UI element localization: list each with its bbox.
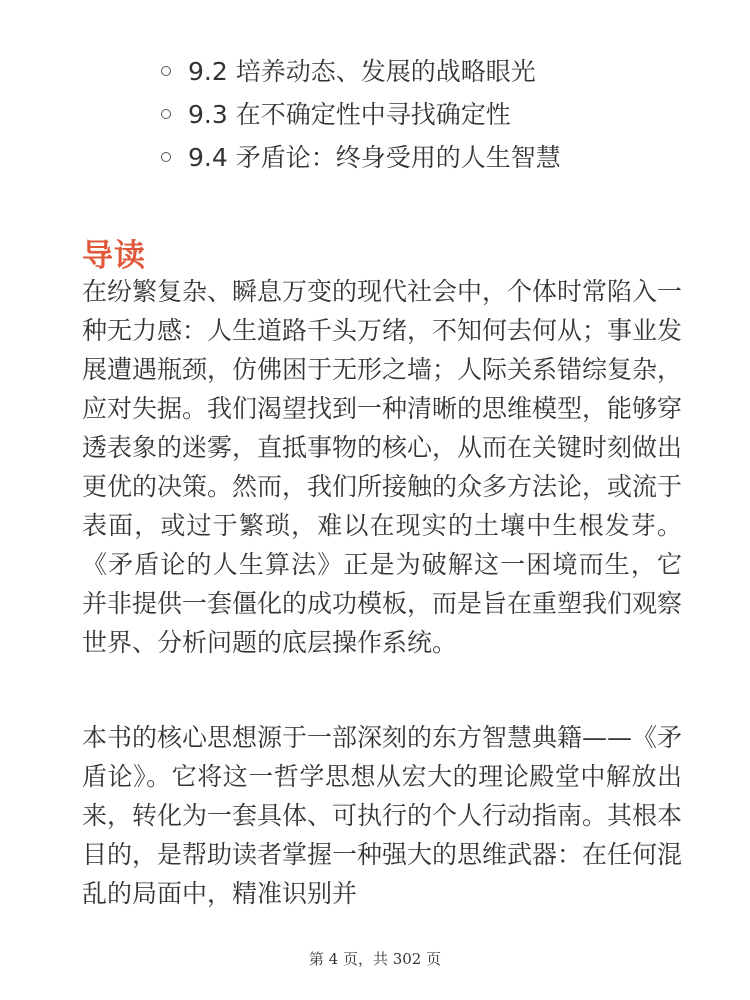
hollow-circle-bullet-icon bbox=[161, 66, 171, 76]
page-number-footer: 第 4 页，共 302 页 bbox=[308, 950, 442, 968]
hollow-circle-bullet-icon bbox=[161, 152, 171, 162]
toc-item-label: 9.3 在不确定性中寻找确定性 bbox=[188, 100, 511, 129]
body-paragraph: 在纷繁复杂、瞬息万变的现代社会中，个体时常陷入一种无力感：人生道路千头万绪，不知何去何从；事业发展遭遇瓶颈，仿佛困于无形之墙；人际关系错综复杂，应对失据。我们渴望找到一种清晰的思维模型，能够穿透表象的迷雾，直抵事物的核心，从而在关键时刻做出更优的决策。然而，我们所接触的众多方法论，或流于表面，或过于繁琐，难以在现实的土壤中生根发芽。《矛盾论的人生算法》正是为破解这一困境而生，它并非提供一套僵化的成功模板，而是旨在重塑我们观察世界、分析问题的底层操作系统。 bbox=[82, 277, 683, 657]
table-of-contents bbox=[0, 50, 750, 179]
toc-item[interactable] bbox=[0, 136, 750, 179]
toc-item[interactable] bbox=[0, 50, 750, 93]
section-heading: 导读 bbox=[82, 237, 146, 274]
toc-item-label: 9.4 矛盾论：终身受用的人生智慧 bbox=[188, 143, 561, 172]
hollow-circle-bullet-icon bbox=[161, 109, 171, 119]
toc-item-label: 9.2 培养动态、发展的战略眼光 bbox=[188, 57, 536, 86]
body-paragraph: 本书的核心思想源于一部深刻的东方智慧典籍——《矛盾论》。它将这一哲学思想从宏大的理论殿堂中解放出来，转化为一套具体、可执行的个人行动指南。其根本目的，是帮助读者掌握一种强大的思维武器：在任何混乱的局面中，精准识别并 bbox=[82, 723, 683, 908]
toc-item[interactable] bbox=[0, 93, 750, 136]
